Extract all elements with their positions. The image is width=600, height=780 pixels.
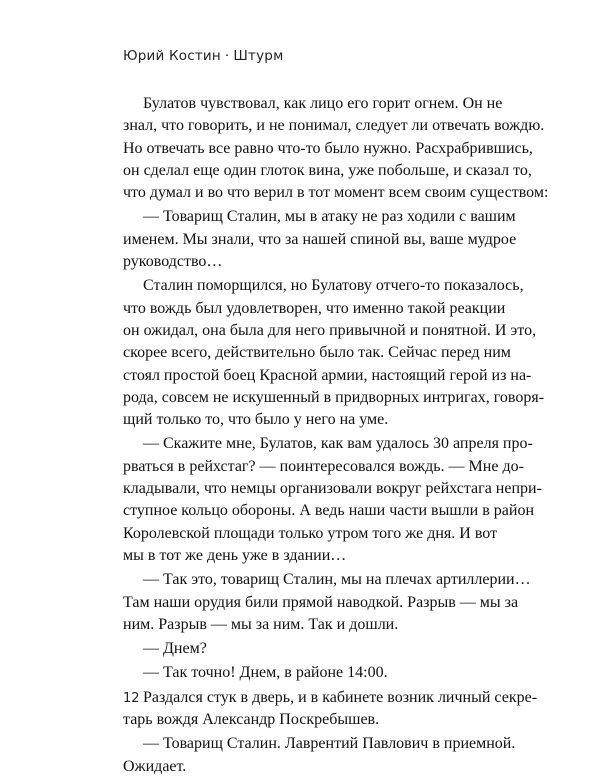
text-line: Но отвечать все равно что-то было нужно. Расхрабрившись, — [123, 139, 533, 157]
text-line: Ожидает. — [123, 757, 187, 775]
page-number: 12 — [123, 691, 140, 706]
body-text — [123, 93, 549, 780]
paragraph — [123, 433, 542, 567]
header-author: Юрий Костин — [123, 48, 221, 64]
text-line: — Товарищ Сталин. Лаврентий Павлович в приемной. — [143, 735, 516, 753]
text-line: стоял простой боец Красной армии, настоящий герой из на- — [123, 366, 532, 384]
text-line: рода, совсем не искушенный в придворных интригах, говоря- — [123, 388, 545, 406]
paragraph — [123, 206, 517, 273]
running-header — [123, 48, 283, 64]
paragraph — [123, 275, 545, 431]
paragraph — [123, 93, 549, 204]
text-line: — Товарищ Сталин, мы в атаку не раз ходили с вашим — [143, 208, 516, 226]
text-line: именем. Мы знали, что за нашей спиной вы, ваше мудрое — [123, 230, 517, 248]
paragraph — [123, 638, 491, 660]
text-line: — Так это, товарищ Сталин, мы на плечах артиллерии… — [143, 571, 531, 589]
text-line: — Так точно! Днем, в районе 14:00. — [143, 664, 388, 682]
text-line: ним. Разрыв — мы за ним. Так и дошли. — [123, 615, 399, 633]
text-line: — Скажите мне, Булатов, как вам удалось 30 апреля про- — [143, 435, 533, 453]
text-line: Сталин поморщился, но Булатову отчего-то показалось, — [143, 277, 524, 295]
text-line: знал, что говорить, и не понимал, следует ли отвечать вождю. — [123, 117, 545, 135]
text-line: Там наши орудия били прямой наводкой. Разрыв — мы за — [123, 593, 519, 611]
text-line: Булатов чувствовал, как лицо его горит огнем. Он не — [143, 95, 503, 112]
text-line: Раздался стук в дверь, и в кабинете возник личный секре- — [143, 688, 538, 706]
text-line: щий только то, что было у него на уме. — [123, 411, 389, 429]
text-line: ступное кольцо обороны. А ведь наши части вышли в район — [123, 502, 534, 520]
text-line: что думал и во что верил в тот момент всем своим существом: — [123, 184, 549, 202]
paragraph — [123, 733, 516, 778]
header-title: Штурм — [233, 48, 284, 64]
text-line: — Днем? — [143, 640, 207, 658]
text-line: скорее всего, действительно было так. Сейчас перед ним — [123, 344, 511, 362]
paragraph — [123, 569, 531, 636]
paragraph — [123, 687, 538, 732]
text-line: рваться в рейхстаг? — поинтересовался вождь. — Мне до- — [123, 457, 524, 475]
text-line: он сделал еще один глоток вина, уже побольше, и сказал то, — [123, 161, 532, 179]
text-line: Королевской площади только утром того же дня. И вот — [123, 524, 498, 542]
text-line: что вождь был удовлетворен, что именно такой реакции — [123, 299, 506, 317]
text-line: руководство… — [123, 253, 223, 271]
text-line: он ожидал, она была для него привычной и понятной. И это, — [123, 321, 537, 339]
header-separator: · — [224, 48, 230, 64]
text-line: мы в тот же день уже в здании… — [123, 546, 347, 564]
paragraph — [123, 662, 491, 684]
text-line: тарь вождя Александр Поскребышев. — [123, 711, 380, 729]
text-line: кладывали, что немцы организовали вокруг рейхстага непри- — [123, 480, 542, 498]
